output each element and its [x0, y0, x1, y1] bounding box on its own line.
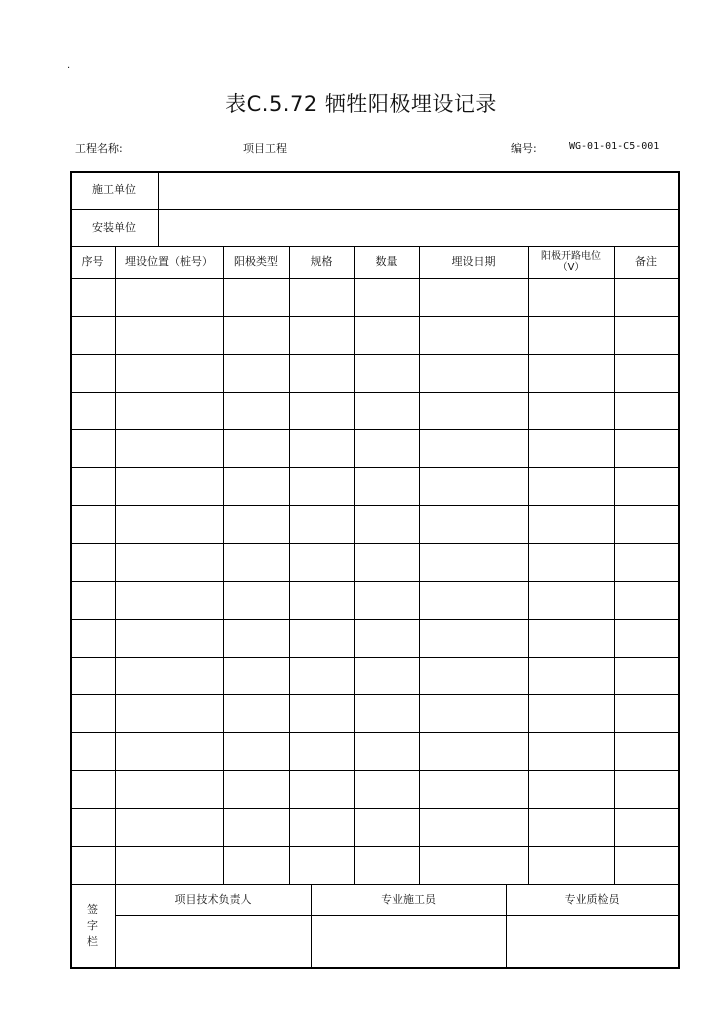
- table-cell: [71, 279, 115, 315]
- table-cell: [290, 393, 354, 429]
- table-cell: [116, 658, 223, 694]
- table-cell: [224, 809, 289, 845]
- table-cell: [116, 468, 223, 504]
- table-cell: [71, 430, 115, 466]
- table-cell: [290, 620, 354, 656]
- column-header-anode-type: 阳极类型: [234, 255, 278, 268]
- table-cell: [615, 809, 678, 845]
- table-cell: [355, 279, 419, 315]
- table-cell: [224, 506, 289, 542]
- table-cell: [355, 544, 419, 580]
- table-cell: [615, 393, 678, 429]
- table-cell: [420, 544, 528, 580]
- table-border-bottom: [70, 967, 680, 969]
- signature-label-char: 签: [87, 902, 98, 916]
- column-header-location: 埋设位置（桩号）: [125, 255, 213, 268]
- table-cell: [420, 317, 528, 353]
- table-cell: [355, 468, 419, 504]
- table-cell: [529, 544, 614, 580]
- table-cell: [224, 620, 289, 656]
- signature-tech-lead-header: 项目技术负责人: [174, 892, 252, 906]
- table-cell: [355, 809, 419, 845]
- table-cell: [529, 582, 614, 618]
- signature-label-char: 字: [87, 918, 98, 932]
- table-cell: [355, 847, 419, 883]
- table-cell: [290, 695, 354, 731]
- table-cell: [420, 279, 528, 315]
- table-cell: [420, 733, 528, 769]
- table-cell: [420, 393, 528, 429]
- signature-label: [70, 884, 115, 967]
- project-name-value: 项目工程: [243, 142, 287, 155]
- table-cell: [615, 733, 678, 769]
- table-cell: [71, 809, 115, 845]
- table-cell: [355, 355, 419, 391]
- signature-quality-inspector-header: 专业质检员: [564, 892, 620, 906]
- install-unit-label: 安装单位: [92, 220, 136, 234]
- table-cell: [355, 317, 419, 353]
- column-header-date: 埋设日期: [451, 255, 496, 268]
- table-cell: [615, 544, 678, 580]
- table-cell: [224, 658, 289, 694]
- table-cell: [290, 355, 354, 391]
- table-border-right: [678, 171, 680, 967]
- column-header-quantity: 数量: [375, 255, 398, 268]
- table-cell: [615, 847, 678, 883]
- table-cell: [615, 658, 678, 694]
- table-cell: [615, 582, 678, 618]
- table-cell: [224, 695, 289, 731]
- table-cell: [290, 809, 354, 845]
- table-cell: [529, 317, 614, 353]
- table-cell: [615, 317, 678, 353]
- table-cell: [529, 809, 614, 845]
- table-cell: [71, 317, 115, 353]
- table-cell: [420, 430, 528, 466]
- table-cell: [71, 506, 115, 542]
- table-cell: [116, 620, 223, 656]
- signature-construction-staff-field: [311, 915, 506, 967]
- table-cell: [615, 355, 678, 391]
- table-cell: [529, 506, 614, 542]
- table-cell: [71, 733, 115, 769]
- table-cell: [615, 695, 678, 731]
- table-cell: [529, 393, 614, 429]
- table-cell: [71, 544, 115, 580]
- table-cell: [290, 279, 354, 315]
- table-cell: [615, 620, 678, 656]
- table-cell: [355, 658, 419, 694]
- table-cell: [529, 733, 614, 769]
- table-cell: [224, 847, 289, 883]
- table-cell: [224, 733, 289, 769]
- signature-label-char: 栏: [87, 934, 98, 948]
- table-cell: [420, 695, 528, 731]
- table-cell: [355, 771, 419, 807]
- table-cell: [224, 355, 289, 391]
- table-cell: [116, 544, 223, 580]
- table-cell: [116, 393, 223, 429]
- table-cell: [290, 733, 354, 769]
- column-header-spec: 规格: [310, 255, 333, 268]
- table-cell: [355, 506, 419, 542]
- table-cell: [420, 468, 528, 504]
- table-cell: [529, 695, 614, 731]
- construction-unit-label: 施工单位: [92, 183, 136, 196]
- construction-unit-value: [159, 171, 678, 209]
- table-cell: [71, 771, 115, 807]
- table-cell: [615, 506, 678, 542]
- table-cell: [224, 430, 289, 466]
- table-cell: [420, 355, 528, 391]
- table-cell: [224, 317, 289, 353]
- table-cell: [224, 771, 289, 807]
- table-cell: [529, 847, 614, 883]
- table-cell: [116, 279, 223, 315]
- table-cell: [71, 468, 115, 504]
- table-cell: [420, 771, 528, 807]
- column-header-potential: 阳极开路电位（V）: [541, 251, 601, 273]
- table-cell: [116, 317, 223, 353]
- table-cell: [355, 582, 419, 618]
- table-cell: [355, 733, 419, 769]
- table-cell: [290, 468, 354, 504]
- table-cell: [71, 393, 115, 429]
- table-cell: [529, 658, 614, 694]
- table-cell: [224, 582, 289, 618]
- column-header-remarks: 备注: [635, 255, 657, 268]
- table-cell: [290, 544, 354, 580]
- table-cell: [116, 430, 223, 466]
- table-cell: [615, 430, 678, 466]
- table-cell: [615, 279, 678, 315]
- table-cell: [116, 809, 223, 845]
- table-cell: [420, 582, 528, 618]
- table-cell: [290, 430, 354, 466]
- table-cell: [355, 430, 419, 466]
- table-cell: [529, 771, 614, 807]
- signature-construction-staff-header: 专业施工员: [381, 892, 436, 906]
- table-cell: [355, 393, 419, 429]
- column-header-index: 序号: [81, 255, 104, 268]
- table-cell: [71, 847, 115, 883]
- table-cell: [420, 809, 528, 845]
- table-cell: [224, 279, 289, 315]
- table-cell: [71, 695, 115, 731]
- signature-quality-inspector-field: [506, 915, 678, 967]
- table-cell: [116, 355, 223, 391]
- table-cell: [290, 582, 354, 618]
- table-cell: [224, 544, 289, 580]
- record-number-value: WG-01-01-C5-001: [569, 141, 660, 152]
- table-cell: [116, 847, 223, 883]
- table-cell: [420, 658, 528, 694]
- table-cell: [116, 695, 223, 731]
- table-cell: [529, 430, 614, 466]
- table-cell: [615, 771, 678, 807]
- table-cell: [71, 658, 115, 694]
- table-cell: [290, 658, 354, 694]
- table-cell: [224, 393, 289, 429]
- table-cell: [290, 506, 354, 542]
- table-cell: [224, 468, 289, 504]
- table-cell: [420, 847, 528, 883]
- page-title: 表C.5.72 牺牲阳极埋设记录: [225, 92, 497, 116]
- table-cell: [615, 468, 678, 504]
- table-cell: [529, 468, 614, 504]
- table-cell: [71, 355, 115, 391]
- table-cell: [71, 620, 115, 656]
- record-number-label: 编号:: [511, 142, 537, 155]
- table-cell: [529, 620, 614, 656]
- table-cell: [116, 506, 223, 542]
- page-marker: ·: [67, 63, 71, 74]
- table-cell: [355, 695, 419, 731]
- table-cell: [529, 279, 614, 315]
- table-cell: [116, 771, 223, 807]
- signature-tech-lead-field: [115, 915, 311, 967]
- table-cell: [71, 582, 115, 618]
- table-cell: [290, 771, 354, 807]
- install-unit-value: [159, 209, 678, 246]
- table-cell: [290, 847, 354, 883]
- table-cell: [116, 582, 223, 618]
- table-cell: [116, 733, 223, 769]
- table-cell: [355, 620, 419, 656]
- project-name-label: 工程名称:: [75, 142, 123, 155]
- table-cell: [420, 506, 528, 542]
- table-cell: [290, 317, 354, 353]
- table-cell: [529, 355, 614, 391]
- table-cell: [420, 620, 528, 656]
